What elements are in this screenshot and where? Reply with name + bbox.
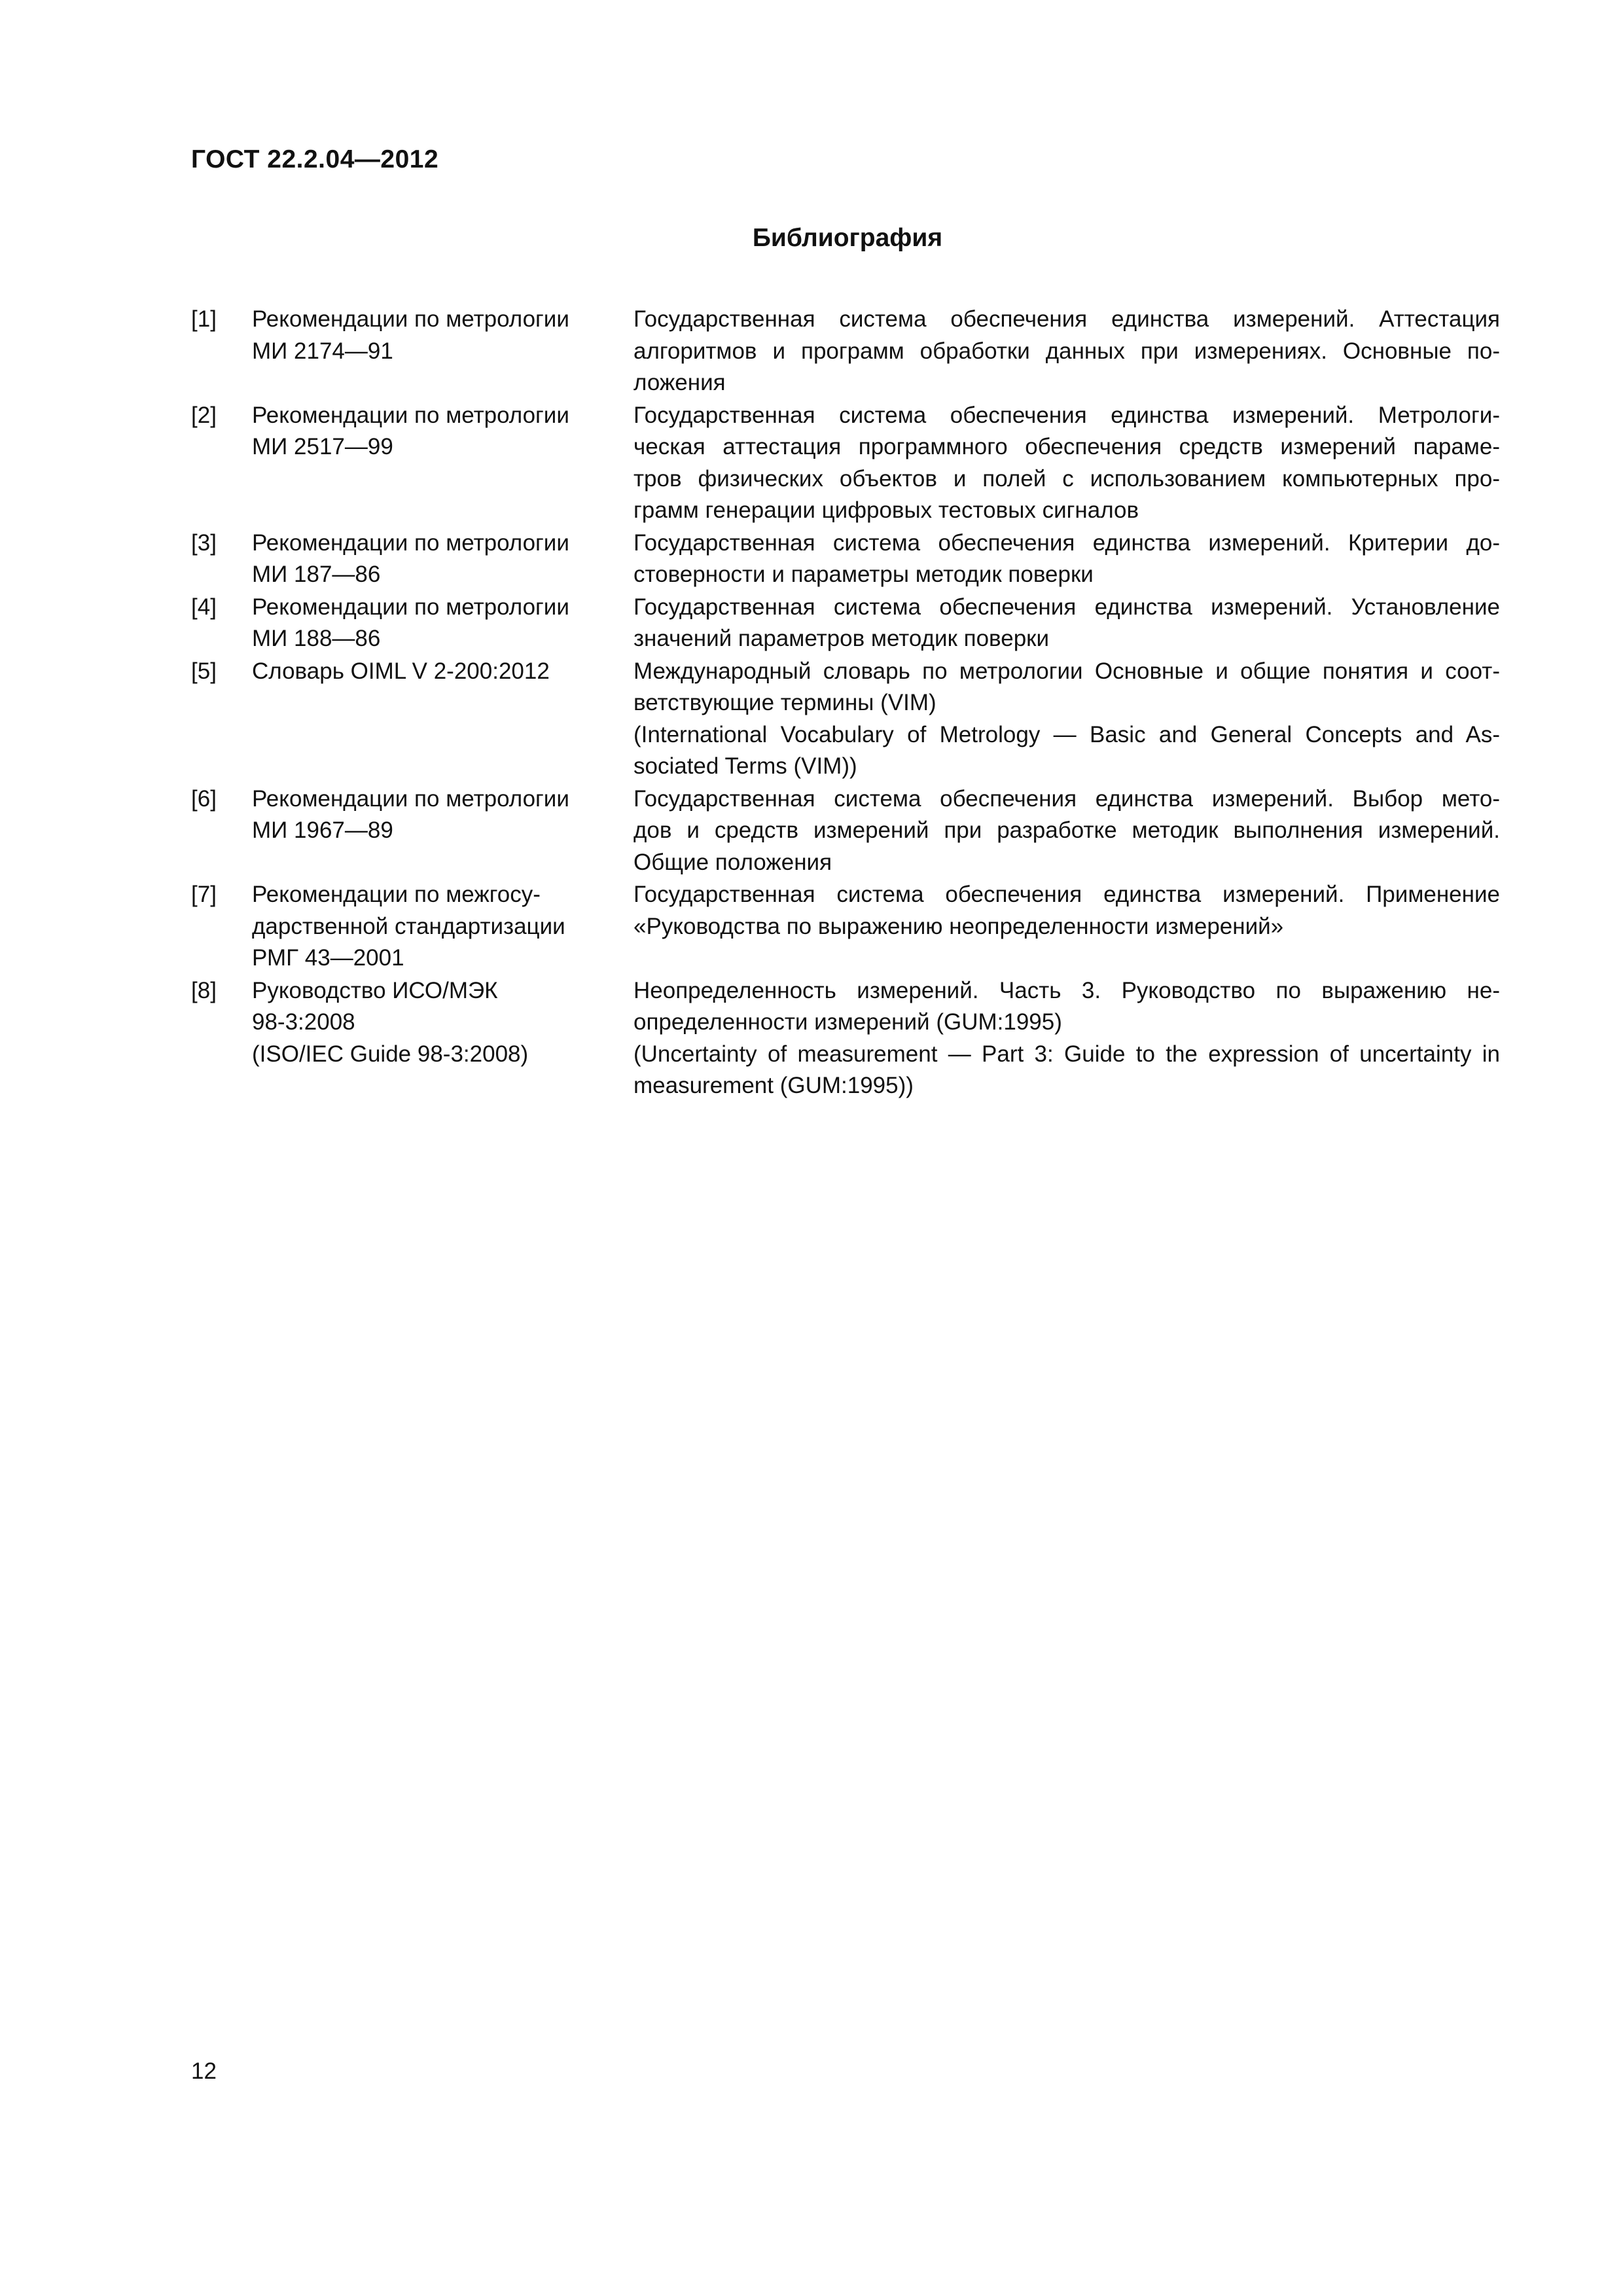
description-line: sociated Terms (VIM)) — [633, 753, 857, 779]
entry-number: [6] — [191, 785, 217, 812]
description-line: «Руководства по выражению неопределенности измерений» — [633, 913, 1284, 939]
source-line: Рекомендации по метрологии — [252, 402, 569, 428]
description-line: Общие положения — [633, 849, 832, 875]
entry-description — [633, 400, 1500, 528]
entry-source — [252, 975, 633, 1103]
entry-number: [5] — [191, 658, 217, 684]
description-line: определенности измерений (GUM:1995) — [633, 1009, 1062, 1035]
description-line: ложения — [633, 370, 726, 395]
entry-number: [2] — [191, 402, 217, 428]
entry-source — [252, 656, 633, 783]
description-line: (International Vocabulary of Metrology — Basic and General Concepts and As- — [633, 721, 1500, 747]
entry-source — [252, 400, 633, 528]
source-line: 98-3:2008 — [252, 1009, 355, 1035]
source-line: МИ 2174—91 — [252, 338, 393, 364]
entry-number: [7] — [191, 882, 217, 907]
bibliography-entry — [191, 879, 1500, 975]
entry-description — [633, 783, 1500, 880]
source-line: Словарь OIML V 2-200:2012 — [252, 658, 550, 684]
description-line: measurement (GUM:1995)) — [633, 1073, 914, 1098]
entry-source — [252, 879, 633, 975]
bibliography-table — [191, 304, 1500, 1103]
description-line: тров физических объектов и полей с использованием компьютерных про- — [633, 465, 1500, 492]
description-line: дов и средств измерений при разработке методик выполнения измерений. — [633, 817, 1500, 843]
description-line: ческая аттестация программного обеспечения средств измерений параме- — [633, 434, 1500, 459]
description-line: Государственная система обеспечения единства измерений. Аттестация — [633, 306, 1500, 332]
source-line: Рекомендации по метрологии — [252, 785, 569, 812]
bibliography-entry — [191, 400, 1500, 528]
source-line: МИ 188—86 — [252, 626, 381, 651]
source-line: дарственной стандартизации — [252, 913, 565, 939]
bibliography-entry — [191, 592, 1500, 656]
description-line: Неопределенность измерений. Часть 3. Руководство по выражению не- — [633, 977, 1500, 1003]
entry-source — [252, 304, 633, 400]
entry-source — [252, 528, 633, 592]
description-line: Государственная система обеспечения единства измерений. Метрологи- — [633, 402, 1500, 428]
source-line: Рекомендации по метрологии — [252, 594, 569, 620]
entry-description — [633, 656, 1500, 783]
document-code: ГОСТ 22.2.04—2012 — [191, 145, 439, 173]
source-line: Рекомендации по метрологии — [252, 306, 569, 332]
entry-number: [3] — [191, 529, 217, 556]
description-line: Государственная система обеспечения единства измерений. Выбор мето- — [633, 785, 1500, 812]
page-number: 12 — [191, 2058, 217, 2084]
bibliography-entry — [191, 656, 1500, 783]
description-line: Государственная система обеспечения единства измерений. Критерии до- — [633, 529, 1500, 556]
source-line: Руководство ИСО/МЭК — [252, 977, 498, 1003]
description-line: стоверности и параметры методик поверки — [633, 562, 1094, 587]
description-line: Международный словарь по метрологии Основные и общие понятия и соот- — [633, 658, 1500, 684]
entry-description — [633, 528, 1500, 592]
source-line: РМГ 43—2001 — [252, 945, 404, 971]
source-line: Рекомендации по метрологии — [252, 529, 569, 556]
entry-source — [252, 592, 633, 656]
bibliography-entry — [191, 783, 1500, 880]
entry-number: [8] — [191, 977, 217, 1003]
description-line: Государственная система обеспечения единства измерений. Установление — [633, 594, 1500, 620]
bibliography-title: Библиография — [752, 224, 943, 252]
entry-description — [633, 304, 1500, 400]
description-line: ветствующие термины (VIM) — [633, 690, 936, 715]
entry-description — [633, 879, 1500, 975]
bibliography-entry — [191, 304, 1500, 400]
bibliography-entry — [191, 975, 1500, 1103]
bibliography-entries — [191, 304, 1500, 1103]
entry-number: [4] — [191, 594, 217, 620]
entry-description — [633, 975, 1500, 1103]
description-line: грамм генерации цифровых тестовых сигналов — [633, 497, 1139, 523]
source-line: Рекомендации по межгосу- — [252, 882, 541, 907]
source-line: МИ 187—86 — [252, 562, 381, 587]
description-line: алгоритмов и программ обработки данных при измерениях. Основные по- — [633, 338, 1500, 364]
entry-description — [633, 592, 1500, 656]
bibliography-entry — [191, 528, 1500, 592]
source-line: МИ 1967—89 — [252, 817, 393, 843]
description-line: (Uncertainty of measurement — Part 3: Guide to the expression of uncertainty in — [633, 1041, 1500, 1067]
description-line: значений параметров методик поверки — [633, 626, 1050, 651]
source-line: МИ 2517—99 — [252, 434, 393, 459]
description-line: Государственная система обеспечения единства измерений. Применение — [633, 882, 1500, 907]
entry-source — [252, 783, 633, 880]
source-line: (ISO/IEC Guide 98-3:2008) — [252, 1041, 529, 1067]
entry-number: [1] — [191, 306, 217, 332]
